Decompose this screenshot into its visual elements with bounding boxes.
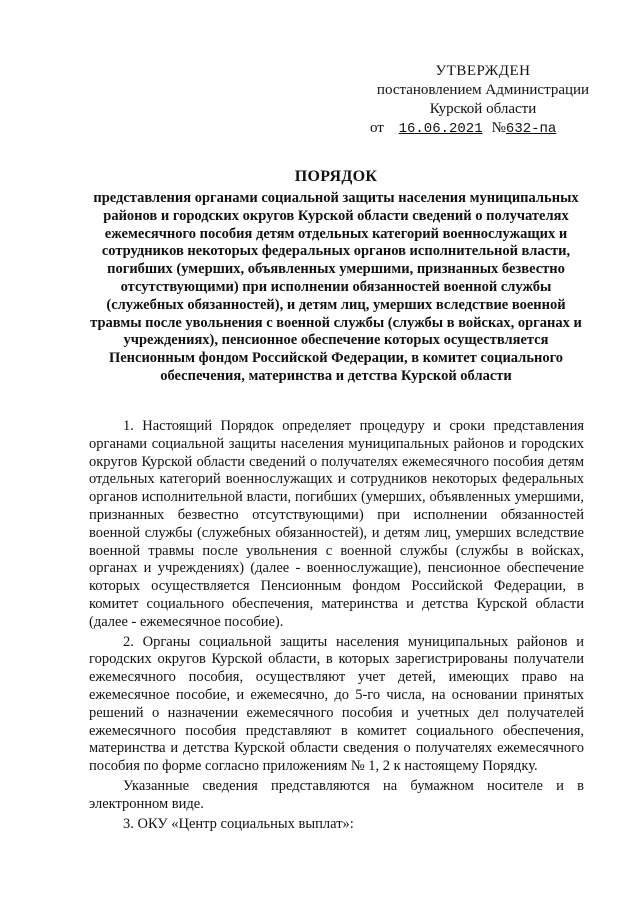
- document-subtitle: представления органами социальной защиты населения муниципальных районов и городских округов Курской области сведений о получателях ежемесячного пособия детям отдельных категорий военнослужащих и сотрудников некоторых федеральных органов исполнительной власти, погибших (умерших, объявленных умершими, признанных безвестно отсутствующими) при исполнении обязанностей военной службы (служебных обязанностей), и детям лиц, умерших вследствие военной травмы после увольнения с военной службы (службы в войсках, органах и учреждениях), пенсионное обеспечение которых осуществляется Пенсионным фондом Российской Федерации, в комитет социального обеспечения, материнства и детства Курской области: [90, 190, 582, 384]
- document-body: [89, 418, 584, 833]
- paragraph-4: 3. ОКУ «Центр социальных выплат»:: [123, 815, 354, 832]
- approval-number: 632-па: [505, 121, 557, 137]
- paragraph-2: 2. Органы социальной защиты населения муниципальных районов и городских округов Курской области, в которых зарегистрированы получатели ежемесячного пособия, осуществляют учет детей, имеющих право на ежемесячное пособие, и ежемесячно, до 5-го числа, на основании принятых решений о назначении ежемесячного пособия и учетных дел получателей ежемесячного пособия представляют в комитет социального обеспечения, материнства и детства Курской области сведения о получателях ежемесячного пособия по форме согласно приложениям № 1, 2 к настоящему Порядку.: [89, 633, 584, 775]
- approval-date-line: [370, 119, 600, 139]
- approval-number-prefix: №: [491, 120, 506, 136]
- approval-date: 16.06.2021: [398, 121, 483, 137]
- approval-title: УТВЕРЖДЕН: [435, 63, 531, 79]
- approval-line-1: постановлением Администрации: [376, 82, 590, 98]
- paragraph-1: 1. Настоящий Порядок определяет процедуру и сроки представления органами социальной защиты населения муниципальных районов и городских округов Курской области сведений о получателях ежемесячного пособия детям отдельных категорий военнослужащих и сотрудников некоторых федеральных органов исполнительной власти, погибших (умерших, объявленных умершими, признанных безвестно отсутствующими) при исполнении обязанностей военной службы (служебных обязанностей), и детям лиц, умерших вследствие военной травмы после увольнения с военной службы (службы в войсках, органах и учреждениях) (далее - военнослужащие), пенсионное обеспечение которых осуществляется Пенсионным фондом Российской Федерации, в комитет социального обеспечения, материнства и детства Курской области (далее - ежемесячное пособие).: [89, 418, 584, 630]
- approval-stamp: [350, 62, 600, 139]
- approval-line-2: Курской области: [429, 101, 537, 117]
- paragraph-3: Указанные сведения представляются на бумажном носителе и в электронном виде.: [89, 777, 584, 812]
- approval-date-prefix: от: [370, 120, 384, 136]
- document-title: ПОРЯДОК: [294, 168, 378, 185]
